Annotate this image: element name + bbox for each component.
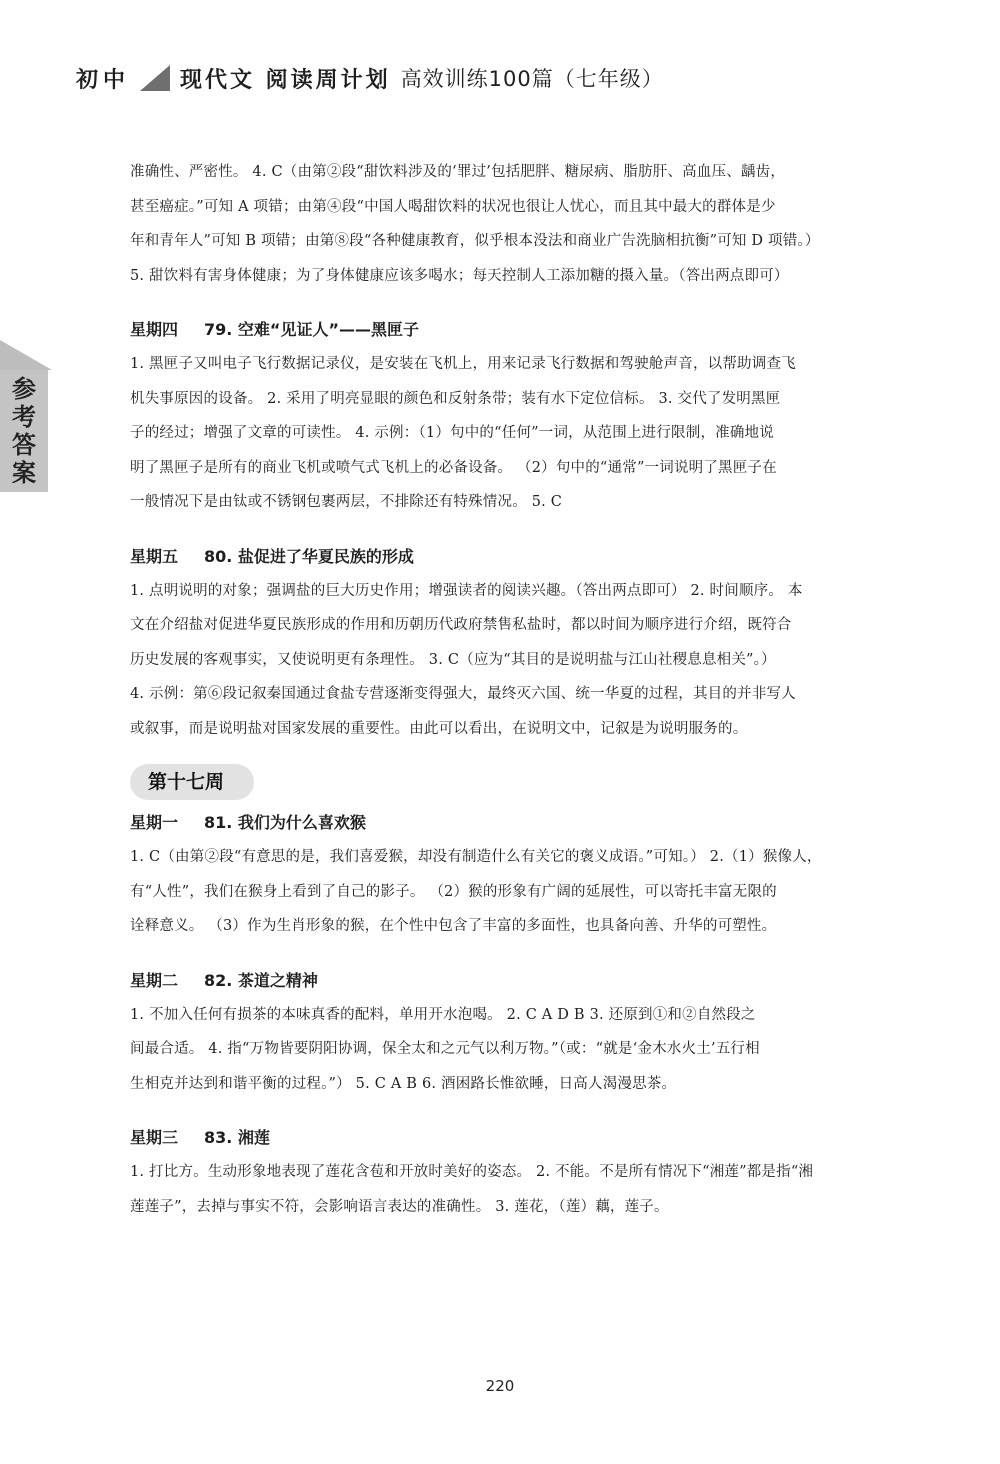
section-heading <box>130 964 940 998</box>
answer-line: 生相克并达到和谐平衡的过程。”） 5. C A B 6. 酒困路长惟欲睡，日高人渴漫思茶。 <box>130 1075 677 1092</box>
answer-line: 5. 甜饮料有害身体健康；为了身体健康应该多喝水；每天控制人工添加糖的摄入量。（答出两点即可） <box>130 267 789 284</box>
side-tab-label <box>0 370 48 492</box>
header-subtitle: 高效训练100篇（七年级） <box>400 67 664 91</box>
answer-line: 有“人性”，我们在猴身上看到了自己的影子。 （2）猴的形象有广阔的延展性，可以寄托丰富无限的 <box>130 883 777 900</box>
section-title: 79. 空难“见证人”——黑匣子 <box>204 320 419 339</box>
header-title: 现代文 阅读周计划 <box>180 67 391 93</box>
answer-line: 机失事原因的设备。 2. 采用了明亮显眼的颜色和反射条带；装有水下定位信标。 3. 交代了发明黑匣 <box>130 390 781 407</box>
answer-content <box>130 155 940 1224</box>
header-level: 初中 <box>76 67 131 93</box>
side-tab-arrow-icon <box>0 340 52 370</box>
header-triangle-icon <box>140 65 170 91</box>
side-tab-char: 案 <box>12 459 36 487</box>
answer-line: 或叙事，而是说明盐对国家发展的重要性。由此可以看出，在说明文中，记叙是为说明服务的。 <box>130 720 748 737</box>
section-day: 星期四 <box>130 320 179 339</box>
answer-line: 1. 黑匣子又叫电子飞行数据记录仪，是安装在飞机上，用来记录飞行数据和驾驶舱声音，以帮助调查飞 <box>130 356 796 372</box>
answer-line: 间最合适。 4. 指“万物皆要阴阳协调，保全太和之元气以利万物。”（或：“就是‘金木水火土’五行相 <box>130 1041 760 1057</box>
answer-line: 一般情况下是由钛或不锈钢包裹两层，不排除还有特殊情况。 5. C <box>130 494 563 510</box>
section-day: 星期一 <box>130 813 179 832</box>
section-title: 82. 茶道之精神 <box>204 970 318 990</box>
week-heading: 第十七周 <box>130 764 254 800</box>
section-title: 80. 盐促进了华夏民族的形成 <box>204 546 414 566</box>
answer-line: 历史发展的客观事实，又使说明更有条理性。 3. C（应为“其目的是说明盐与江山社稷息息相关”。） <box>130 651 776 668</box>
answer-line: 文在介绍盐对促进华夏民族形成的作用和历朝历代政府禁售私盐时，都以时间为顺序进行介绍，既符合 <box>130 617 792 633</box>
section-heading <box>130 806 940 840</box>
section-heading <box>130 1121 940 1155</box>
section-heading <box>130 540 940 574</box>
answer-side-tab <box>0 340 52 492</box>
answer-line: 4. 示例：第⑥段记叙秦国通过食盐专营逐渐变得强大，最终灭六国、统一华夏的过程，其目的并非写人 <box>130 686 796 702</box>
answer-line: 1. 点明说明的对象；强调盐的巨大历史作用；增强读者的阅读兴趣。（答出两点即可） 2. 时间顺序。 本 <box>130 582 803 599</box>
answer-line: 准确性、严密性。 4. C（由第②段“甜饮料涉及的‘罪过’包括肥胖、糖尿病、脂肪肝、高血压、龋齿， <box>130 164 786 180</box>
answer-line: 子的经过；增强了文章的可读性。 4. 示例：（1）句中的“任何”一词，从范围上进行限制，准确地说 <box>130 425 774 441</box>
section-day: 星期五 <box>130 546 179 566</box>
answer-line: 莲莲子”，去掉与事实不符，会影响语言表达的准确性。 3. 莲花，（莲）藕，莲子。 <box>130 1198 669 1215</box>
answer-line: 1. C（由第②段“有意思的是，我们喜爱猴，却没有制造什么有关它的褒义成语。”可知。） 2.（1）猴像人， <box>130 849 822 865</box>
answer-line: 1. 打比方。生动形象地表现了莲花含苞和开放时美好的姿态。 2. 不能。不是所有情况下“湘莲”都是指“湘 <box>130 1164 814 1180</box>
section-day: 星期三 <box>130 1128 179 1147</box>
answer-line: 年和青年人”可知 B 项错；由第⑧段“各种健康教育，似乎根本没法和商业广告洗脑相抗衡”可知 D 项错。） <box>130 233 820 249</box>
answer-line: 诠释意义。 （3）作为生肖形象的猴，在个性中包含了丰富的多面性，也具备向善、升华的可塑性。 <box>130 918 777 934</box>
side-tab-char: 答 <box>12 431 36 459</box>
side-tab-char: 考 <box>12 403 36 431</box>
section-day: 星期二 <box>130 970 179 990</box>
section-title: 81. 我们为什么喜欢猴 <box>204 813 366 832</box>
section-heading <box>130 313 940 347</box>
section-title: 83. 湘莲 <box>204 1128 270 1147</box>
page-number: 220 <box>485 1377 515 1395</box>
answer-line: 甚至癌症。”可知 A 项错；由第④段“中国人喝甜饮料的状况也很让人忧心，而且其中最大的群体是少 <box>130 198 776 215</box>
side-tab-char: 参 <box>12 375 36 403</box>
answer-line: 1. 不加入任何有损茶的本味真香的配料，单用开水泡喝。 2. C A D B 3. 还原到①和②自然段之 <box>130 1006 756 1023</box>
running-header <box>76 58 664 98</box>
answer-line: 明了黑匣子是所有的商业飞机或喷气式飞机上的必备设备。 （2）句中的“通常”一词说明了黑匣子在 <box>130 459 777 476</box>
